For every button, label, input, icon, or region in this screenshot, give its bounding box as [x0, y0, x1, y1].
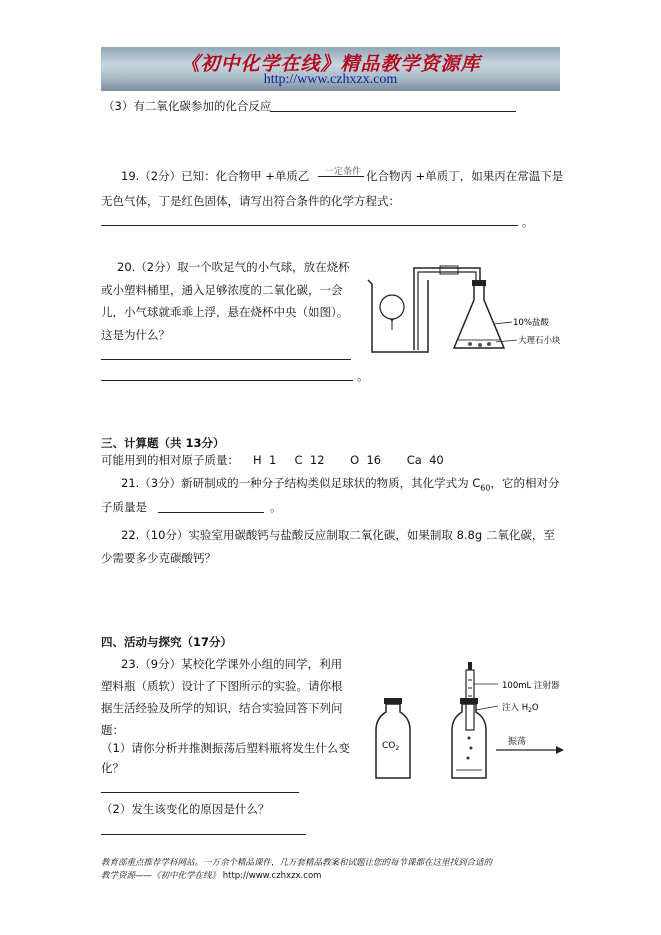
section4-heading: 四、活动与探究（17分） [101, 635, 233, 649]
q20-end: 。 [357, 369, 369, 383]
svg-text:注入 H2O [502, 702, 539, 714]
label-co2-sub: 2 [395, 745, 400, 752]
answer-line[interactable] [270, 111, 516, 112]
plastic-bottle-icon [452, 704, 486, 778]
q21-end: 。 [270, 500, 282, 514]
label-shake: 振荡 [508, 737, 527, 747]
q23-p1b: 化？ [101, 761, 124, 775]
q23-line1: 23.（9分）某校化学课外小组的同学，利用 [121, 657, 343, 671]
header-banner [101, 47, 560, 91]
q21-text-b: ，它的相对分 [490, 476, 560, 490]
q22-line2: 少需要多少克碳酸钙？ [101, 551, 216, 565]
beaker-icon [368, 280, 428, 352]
q-part3-text: （3）有二氧化碳参加的化合反应 [103, 99, 272, 113]
footer-url[interactable]: http://www.czhxzx.com [222, 871, 322, 881]
label-co2: CO [382, 741, 396, 751]
svg-text:CO2 [382, 741, 399, 752]
q21-sub: 60 [480, 483, 491, 493]
balloon-apparatus-figure [362, 262, 602, 362]
q20-line2: 或小塑料桶里，通入足够浓度的二氧化碳，一会 [101, 283, 343, 297]
footer-line2 [101, 870, 321, 883]
q19-end: 。 [522, 215, 534, 229]
q23-line4: 题： [101, 723, 124, 737]
q23-p2: （2）发生该变化的原因是什么？ [101, 802, 270, 816]
q23-line3: 据生活经验及所学的知识，结合实验回答下列问 [101, 701, 343, 715]
label-water-sub: 2 [528, 707, 532, 714]
footer-site-name: 教学资源——《初中化学在线》 [101, 871, 221, 881]
balloon-icon [380, 295, 404, 319]
reaction-arrow [318, 176, 364, 177]
answer-line[interactable] [101, 359, 351, 360]
q21-line1 [121, 475, 559, 496]
answer-line[interactable] [101, 225, 518, 226]
q20-line4: 这是为什么？ [101, 328, 170, 342]
banner-url[interactable]: http://www.czhxzx.com [263, 72, 398, 87]
q20-line1: 20.（2分）取一个吹足气的小气球，放在烧杯 [117, 260, 350, 274]
label-water: 注入 H [502, 703, 529, 713]
q19-condition: 一定条件 [325, 167, 362, 177]
q23-p1a: （1）请你分析并推测振荡后塑料瓶将发生什么变 [101, 741, 350, 755]
q21-line2: 子质量是 [101, 500, 147, 514]
atomic-mass-values: H 1 C 12 O 16 Ca 40 [253, 453, 444, 467]
q21-text-a: 21.（3分）新研制成的一种分子结构类似足球状的物质，其化学式为 C [121, 476, 481, 490]
q19-line1b: 化合物丙 +单质丁，如果丙在常温下是 [366, 169, 564, 183]
answer-line[interactable] [101, 792, 299, 793]
q22-line1: 22.（10分）实验室用碳酸钙与盐酸反应制取二氧化碳，如果制取 8.8g 二氧化碳，至 [121, 528, 555, 542]
section3-heading: 三、计算题（共 13分） [101, 436, 225, 450]
label-water-end: O [531, 703, 539, 713]
conical-flask-icon [454, 284, 504, 348]
answer-line[interactable] [101, 834, 306, 835]
atomic-mass-label: 可能用到的相对原子质量： [101, 453, 239, 467]
q19-line2: 无色气体，丁是红色固体，请写出符合条件的化学方程式： [101, 194, 400, 208]
banner-title: 《初中化学在线》精品教学资源库 [180, 53, 481, 75]
answer-line[interactable] [158, 512, 264, 513]
footer-line1: 教育部重点推荐学科网站。一万余个精品课件，几万套精品教案和试题让您的每节课都在这里找到合适的 [101, 858, 493, 868]
q20-line3: 儿，小气球就乖乖上浮，悬在烧杯中央（如图）。 [101, 305, 349, 319]
bottle-syringe-figure [368, 660, 568, 782]
q23-line2: 塑料瓶（质软）设计了下图所示的实验。请你根 [101, 679, 343, 693]
q19-line1a: 19.（2分）已知：化合物甲 +单质乙 [121, 169, 310, 183]
label-syringe: 100mL 注射器 [502, 681, 560, 691]
label-acid: 10%盐酸 [513, 318, 549, 328]
answer-line[interactable] [101, 380, 353, 381]
label-marble: 大理石小块 [518, 336, 561, 346]
